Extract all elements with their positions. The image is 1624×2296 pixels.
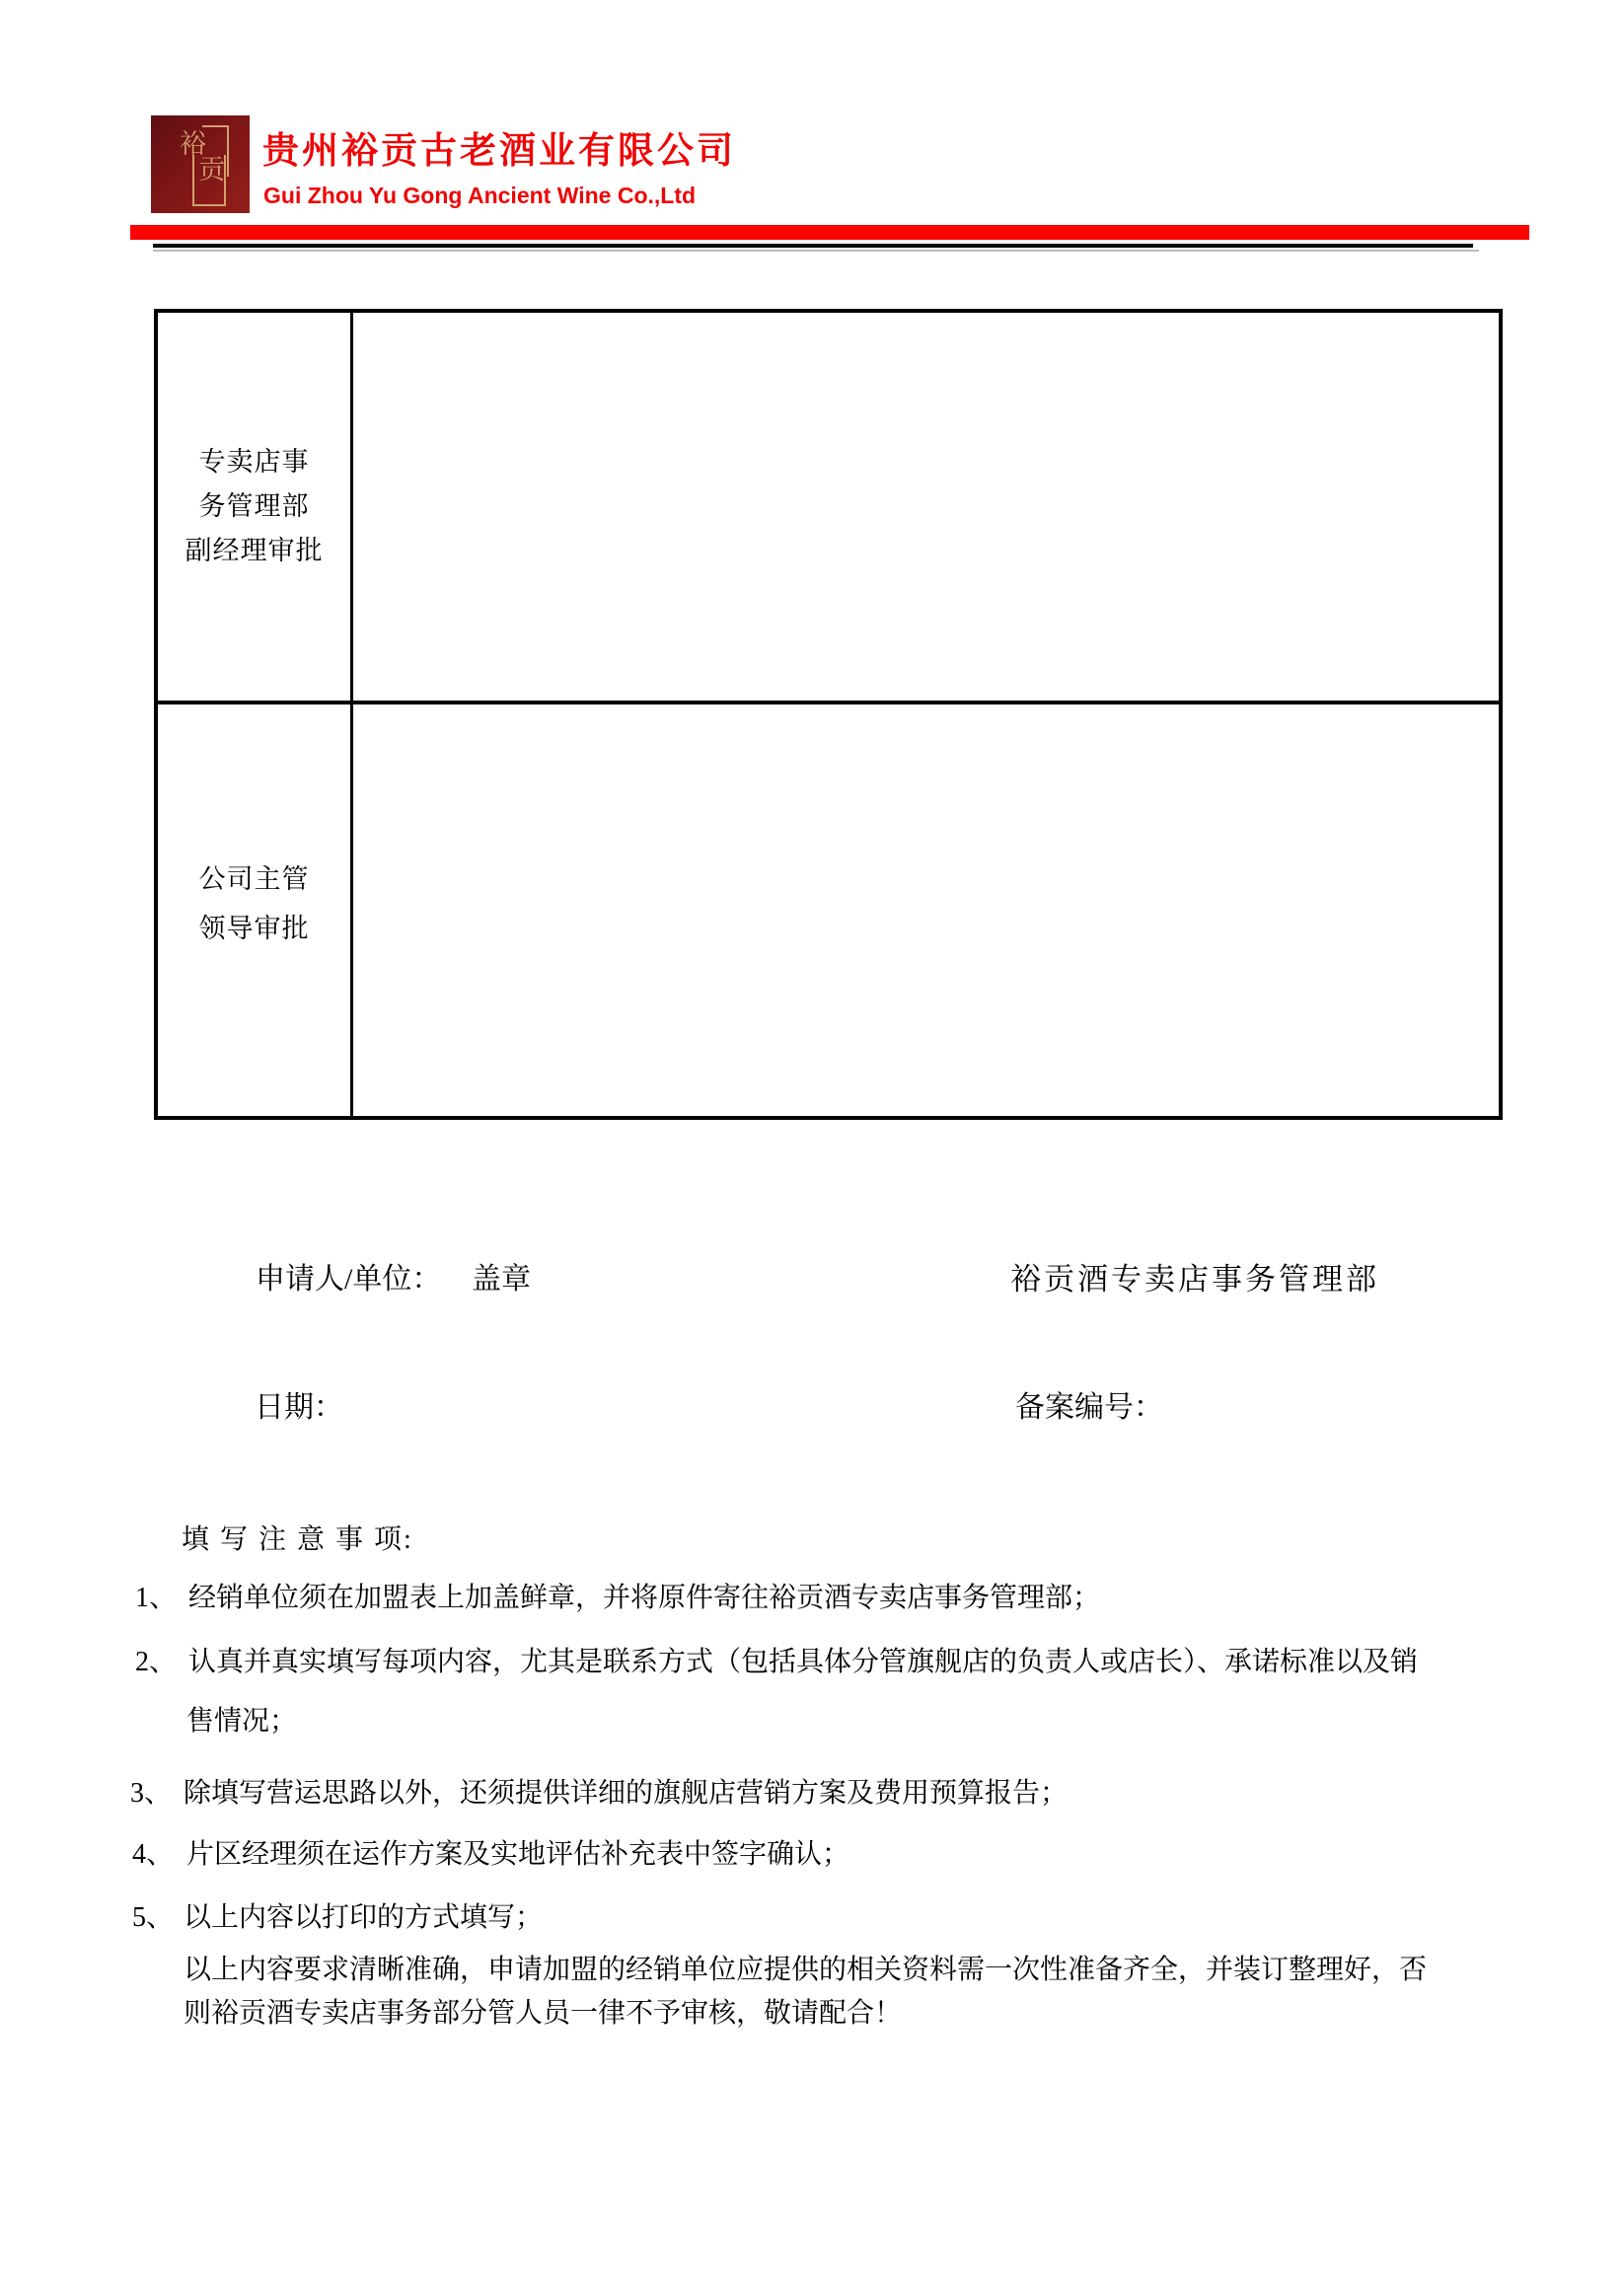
department-name: 裕贡酒专卖店事务管理部 [1010,1262,1379,1296]
note-item-text: 售情况； [186,1706,298,1737]
approval-label-line: 专卖店事 [198,447,310,477]
table-row-company-leader-approval [158,704,1499,1116]
notes-heading: 填 写 注 意 事 项: [182,1524,413,1555]
header-red-bar [130,225,1529,240]
applicant-label: 申请人/单位： [256,1263,442,1296]
approval-row-label [158,704,353,1116]
logo-char-bottom: 贡 [198,155,225,185]
note-item-number: 1、 [135,1583,178,1613]
notes-closing-text: 以上内容要求清晰准确，申请加盟的经销单位应提供的相关资料需一次性准备齐全，并装订整理好，否 [184,1955,1428,1985]
company-name-chinese: 贵州裕贡古老酒业有限公司 [262,130,736,171]
approval-cell-content [353,704,1499,1116]
seal-label: 盖章 [472,1263,531,1296]
note-item-text: 以上内容以打印的方式填写； [184,1902,544,1933]
company-logo [151,115,250,213]
logo-char-top: 裕 [180,129,206,159]
note-item-text: 片区经理须在运作方案及实地评估补充表中签字确认； [186,1839,850,1870]
approval-row-label [158,313,353,701]
date-label: 日期： [255,1391,343,1424]
note-item-number: 5、 [132,1902,175,1933]
company-name-english: Gui Zhou Yu Gong Ancient Wine Co.,Ltd [263,183,697,208]
note-item-text: 除填写营运思路以外，还须提供详细的旗舰店营销方案及费用预算报告； [184,1778,1069,1809]
header-black-rule [153,244,1473,248]
note-item-number: 2、 [135,1647,178,1677]
record-number-label: 备案编号： [1015,1391,1163,1424]
approval-label-line: 领导审批 [198,913,310,943]
notes-closing-text: 则裕贡酒专卖店事务部分管人员一律不予审核，敬请配合！ [184,1998,903,2029]
approval-table [154,309,1503,1120]
note-item-text: 认真并真实填写每项内容，尤其是联系方式（包括具体分管旗舰店的负责人或店长）、承诺标准以及销 [188,1647,1419,1677]
header-gray-rule [153,250,1479,252]
approval-label-line: 务管理部 [198,491,310,521]
approval-cell-content [353,313,1499,701]
note-item-number: 4、 [132,1839,175,1870]
note-item-text: 经销单位须在加盟表上加盖鲜章，并将原件寄往裕贡酒专卖店事务管理部； [188,1583,1101,1613]
approval-label-line: 副经理审批 [185,536,324,565]
note-item-number: 3、 [130,1778,173,1809]
table-row-store-dept-approval [158,313,1499,704]
approval-label-line: 公司主管 [198,863,310,894]
